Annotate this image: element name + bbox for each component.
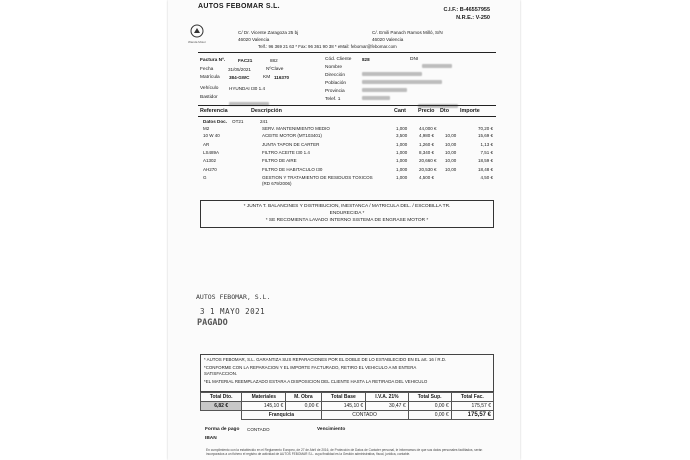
- row-desc: GESTION Y TRATAMIENTO DE RESIDUOS TOXICOS: [262, 175, 373, 180]
- row-importe: 7,51 €: [480, 150, 493, 155]
- row-dto: 10,00: [445, 133, 457, 138]
- address-line-2: C/. Emili Panach Ramos Milló, S/N: [372, 30, 443, 35]
- row-precio: 4,500 €: [419, 175, 435, 180]
- col-precio: Precio: [418, 108, 435, 114]
- notes-box: [200, 200, 494, 228]
- col-dto: Dto: [440, 108, 449, 114]
- direccion-label: Dirección: [325, 73, 345, 78]
- fecha-value: 31/05/2021: [228, 67, 251, 72]
- row-cant: 1,000: [396, 158, 408, 163]
- row-desc: FILTRO DE HABITACULO I30: [262, 167, 323, 172]
- notes-line-2: ENDURECIDA *: [329, 211, 365, 216]
- totals-header-row: [201, 393, 494, 402]
- row-ref: 10 W 40: [203, 133, 220, 138]
- row-desc: FILTRO DE AIRE: [262, 158, 297, 163]
- table-row: [203, 150, 493, 157]
- row-precio: 4,980 €: [419, 133, 435, 138]
- row-desc: ACEITE MOTOR (MT103401): [262, 133, 322, 138]
- row-importe: 70,20 €: [477, 126, 493, 131]
- mobra-value: 0,00 €: [286, 402, 321, 411]
- total-dto-label: Total Dto.: [201, 393, 242, 402]
- factura-series: FAC21: [238, 58, 253, 63]
- matricula-value: 384-GWC: [229, 75, 250, 80]
- city-line-1: 46020 Valencia: [238, 37, 270, 42]
- cod-cliente-label: Cód. Cliente: [325, 57, 352, 62]
- row-precio: 8,340 €: [419, 150, 435, 155]
- total-base-value: 145,10 €: [321, 402, 366, 411]
- notes-line-1: * JUNTA T. BALANCINES Y DISTRIBUCION, INESTANCA / MATRICULA DEL. / ESCOBILLA TR.: [243, 204, 451, 209]
- notes-line-3: * SE RECOMIENTA LAVADO INTERNO SISTEMA DE ENGRASE MOTOR *: [265, 218, 429, 223]
- stamp-date: 3 1 MAYO 2021: [200, 307, 266, 316]
- row-dto: 10,00: [445, 167, 457, 172]
- nclave-label: NºClave: [266, 67, 284, 72]
- logo-caption: Wanda Motor: [188, 40, 206, 44]
- km-label: KM: [263, 75, 271, 80]
- table-row: [203, 167, 493, 174]
- col-cant: Cant: [394, 108, 406, 114]
- nombre-label: Nombre: [325, 65, 343, 70]
- contado-label: CONTADO: [321, 411, 408, 420]
- bastidor-label: Bastidor: [200, 95, 218, 100]
- city-line-2: 46020 Valencia: [372, 37, 404, 42]
- header-divider: [198, 52, 496, 53]
- km-value: 116370: [274, 75, 290, 80]
- row-ref: AR: [203, 142, 210, 147]
- row-precio: 1,260 €: [419, 142, 435, 147]
- matricula-label: Matrícula: [200, 75, 220, 80]
- row-ref: M2: [203, 126, 210, 131]
- address-line-1: C/ Dr. Vicente Zaragoza 25 bj: [238, 30, 299, 35]
- row-ref: G: [203, 175, 207, 180]
- total-dto-value: 6,82 €: [201, 402, 242, 411]
- telf-label: Telef. 1: [325, 97, 341, 102]
- franquicia-label: Franquicia: [242, 411, 321, 420]
- row-importe: 4,50 €: [480, 175, 493, 180]
- row-importe: 15,69 €: [477, 133, 493, 138]
- row-desc: SERV. MANTENIMIENTO MEDIO: [262, 126, 330, 131]
- row-precio: 20,530 €: [419, 167, 437, 172]
- total-fac-label: Total Fac.: [451, 393, 493, 402]
- row-cant: 3,500: [396, 133, 408, 138]
- contact-line: Telf.: 96 369 21 63 * Fax: 96 361 90 38 * eMail: febomar@febomar.com: [258, 44, 397, 49]
- table-row: [203, 175, 493, 189]
- factura-number: 882: [270, 58, 278, 63]
- row-cant: 1,000: [396, 142, 408, 147]
- franquicia-row: [201, 411, 494, 420]
- col-descripcion: Descripción: [251, 108, 282, 114]
- iban-label: IBAN: [205, 436, 217, 441]
- table-top-rule: [198, 105, 496, 106]
- row-desc: FILTRO ACEITE I30 1.4: [262, 150, 310, 155]
- row-importe: 18,59 €: [477, 158, 493, 163]
- company-name: AUTOS FEBOMAR S.L.: [198, 3, 280, 10]
- datos-doc-number: 241: [260, 119, 268, 124]
- vehiculo-value: HYUNDAI I30 1.4: [229, 86, 265, 91]
- table-row: [203, 126, 493, 133]
- vehiculo-label: Vehículo: [200, 86, 219, 91]
- fecha-label: Fecha: [200, 67, 214, 72]
- vencimiento-label: Vencimiento: [317, 427, 346, 432]
- row-dto: 10,00: [445, 142, 457, 147]
- address-block-1: [238, 29, 298, 43]
- row-importe: 1,13 €: [480, 142, 493, 147]
- factura-label: Factura Nº.: [200, 58, 226, 63]
- row-desc: JUNTA TAPON DE CARTER: [262, 142, 320, 147]
- cif-number: C.I.F.: B-46557955: [443, 7, 490, 13]
- table-row: [203, 142, 493, 149]
- stamp-paid: PAGADO: [197, 318, 228, 328]
- totals-table: [200, 392, 494, 420]
- final-total-value: 175,57 €: [451, 411, 493, 420]
- iva-label: I.V.A. 21%: [366, 393, 408, 402]
- iva-value: 30,47 €: [366, 402, 408, 411]
- guarantee-box: [200, 354, 494, 392]
- row-cant: 1,000: [396, 150, 408, 155]
- table-header-rule: [198, 116, 496, 117]
- row-precio: 20,660 €: [419, 158, 437, 163]
- row-dto: 10,00: [445, 158, 457, 163]
- total-sup-value: 0,00 €: [408, 402, 451, 411]
- row-ref: LS489A: [203, 150, 220, 155]
- table-row: [203, 158, 493, 165]
- row-cant: 1,000: [396, 126, 408, 131]
- guarantee-line-4: *EL MATERIAL REEMPLAZADO ESTARA A DISPOSICION DEL CLIENTE HASTA LA RETIRADA DEL VEHICULO: [204, 379, 428, 384]
- materiales-label: Materiales: [242, 393, 286, 402]
- row-ref: AH270: [203, 167, 217, 172]
- franquicia-value: 0,00 €: [408, 411, 451, 420]
- row-ref: A1302: [203, 158, 217, 163]
- guarantee-line-3: SATISFACCION.: [204, 371, 238, 376]
- forma-pago-label: Forma de pago: [205, 427, 240, 432]
- total-base-label: Total Base: [321, 393, 366, 402]
- total-fac-value: 175,57 €: [451, 402, 493, 411]
- row-precio: 44,000 €: [419, 126, 437, 131]
- brand-logo-icon: [190, 24, 204, 38]
- col-referencia: Referencia: [200, 108, 228, 114]
- guarantee-line-2: *CONFORME CON LA REPARACION Y EL IMPORTE FACTURADO, RETIRO EL VEHICULO A MI ENTERA: [204, 365, 417, 370]
- col-importe: Importe: [460, 108, 480, 114]
- guarantee-line-1: * AUTOS FEBOMAR, S.L. GARANTIZA SUS REPARACIONES POR EL DOBLE DE LO ESTABLECIDO EN EL art. 16 / R.D.: [204, 357, 447, 362]
- poblacion-label: Población: [325, 81, 347, 86]
- row-dto: 10,00: [445, 150, 457, 155]
- totals-values-row: [201, 402, 494, 411]
- company-tax-ids: [444, 6, 490, 22]
- nre-number: N.R.E.: V-250: [456, 15, 490, 21]
- address-block-2: [372, 29, 443, 43]
- datos-doc-series: OT21: [232, 119, 244, 124]
- datos-doc-label: Datos Doc.: [203, 119, 227, 124]
- materiales-value: 145,10 €: [242, 402, 286, 411]
- total-sup-label: Total Sup.: [408, 393, 451, 402]
- row-cant: 1,000: [396, 175, 408, 180]
- forma-pago-value: CONTADO: [247, 427, 270, 432]
- row-importe: 18,48 €: [477, 167, 493, 172]
- dni-label: DNI: [410, 57, 419, 62]
- row-cant: 1,000: [396, 167, 408, 172]
- cod-cliente-value: 828: [362, 57, 370, 62]
- legal-footer: En cumplimiento con la establecido en el Reglamento Europeo, de 27 de Abril de 2016, de Protección de Datos de Carácter personal, le informamos de que sus datos personales facilitados, serán incorporados a un fichero el registro de actividad de AUTOS FEBOMAR S.L. cuya finalidad es la Gestión administrativa, fiscal, jurídica, contable.: [206, 448, 483, 456]
- row-desc-2: (RD 679/2006): [262, 181, 292, 186]
- provincia-label: Provincia: [325, 89, 345, 94]
- stamp-company: AUTOS FEBOMAR, S.L.: [196, 293, 271, 301]
- mobra-label: M. Obra: [286, 393, 321, 402]
- table-row: [203, 133, 493, 140]
